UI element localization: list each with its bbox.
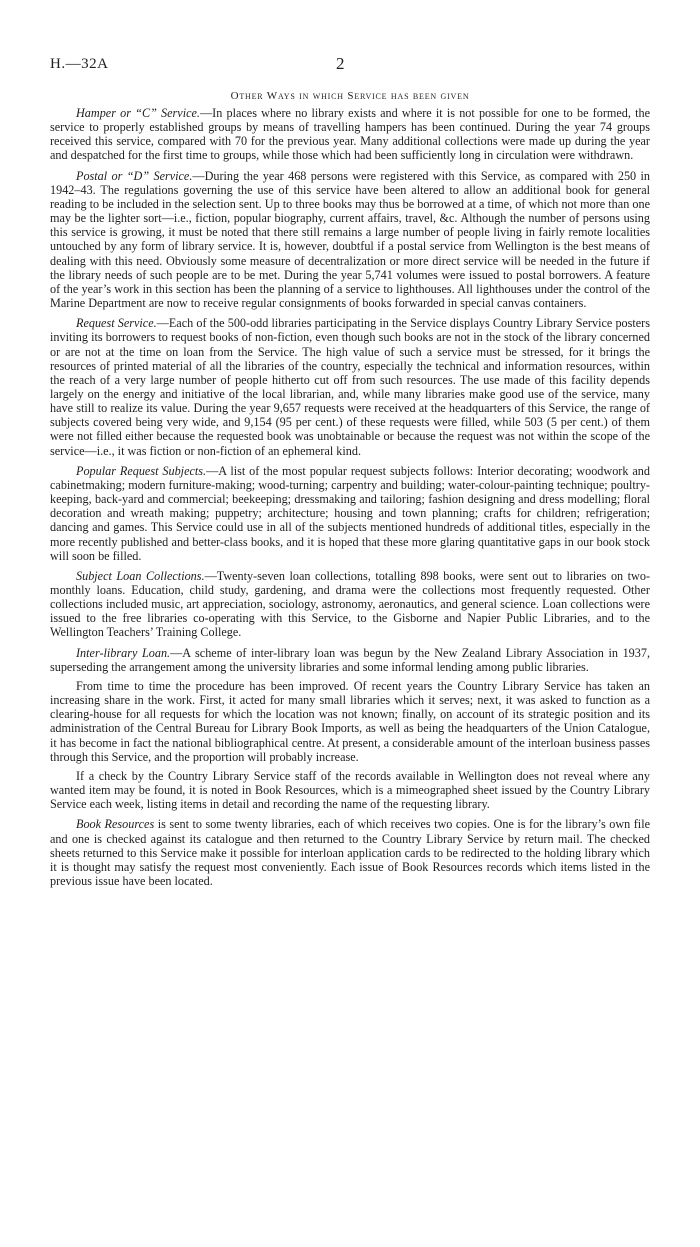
paragraph-procedure: [50, 679, 650, 764]
document-reference: H.—32A: [50, 56, 109, 72]
paragraph-book-resources: [50, 817, 650, 888]
paragraph-inter-library-loan: [50, 646, 650, 674]
paragraph-text: —A scheme of inter-library loan was begun by the New Zealand Library Association in 1937, superseding the arrangement among the university libraries and some informal lending among public libraries.: [50, 645, 650, 674]
paragraph-lead: Request Service.: [76, 316, 157, 331]
paragraph-subject-loan: [50, 569, 650, 640]
paragraph-lead: Hamper or “C” Service.: [76, 106, 200, 120]
page-number: 2: [336, 54, 345, 73]
paragraph-text: —In places where no library exists and where it is not possible for one to be formed, the service to properly established groups by means of travelling hampers has been continued. During the year 74 groups received this service, compared with 70 for the previous year. Many additional collections were made up during the year and despatched for the first time to groups, while those which had been sufficiently long in circulation were withdrawn.: [50, 106, 651, 163]
paragraph-lead: Book Resources: [76, 817, 155, 832]
paragraph-text: is sent to some twenty libraries, each of which receives two copies. One is for the library’s own file and one is checked against its catalogue and then returned to the Country Library Service by return mail. The checked sheets returned to this Service make it possible for interloan application cards to be redirected to the holding library which it is thought may satisfy the request most conveniently. Each issue of Book Resources records which items listed in the previous issue have been located.: [50, 817, 650, 888]
paragraph-text: —During the year 468 persons were registered with this Service, as compared with 250 in 1942–43. The regulations governing the use of this service have been altered to allow an additional book for general reading to be included in the selection sent. Up to three books may thus be borrowed at a time, of which not more than one may be the lighter sort—i.e., fiction, popular biography, current affairs, travel, &c. Although the number of persons using this service is growing, it must be noted that there still remains a large number of people living in fairly remote localities untouched by any form of library service. It is, however, doubtful if a postal service from Wellington is the best means of dealing with this need. Obviously some measure of decentralization or more direct service will be needed in the future if the library needs of such people are to be met. During the year 5,741 volumes were issued to postal borrowers. A feature of the year’s work in this section has been the planning of a service to lighthouses. All lighthouses under the control of the Marine Department are now to receive regular consignments of books forwarded in special canvas containers.: [50, 168, 650, 311]
paragraph-text: —Each of the 500-odd libraries participating in the Service displays Country Library Service posters inviting its borrowers to request books of non-fiction, even though such books are not in the stock of the library concerned or are not at the time on loan from the Service. The high value of such a service must be stressed, for it brings the resources of printed material of all the libraries of the country, especially the technical and information resources, within the reach of a very large number of people hitherto cut off from such resources. The use made of this facility depends largely on the energy and initiative of the local librarian, and, while many libraries make good use of the service, many have still to realize its value. During the year 9,657 requests were received at the headquarters of this Service, the range of subjects covered being very wide, and 9,154 (95 per cent.) of these requests were filled, while 503 (5 per cent.) of them were not filled either because the requested book was unobtainable or because the request was not within the scope of the service—i.e., it was fiction or non-fiction of an ephemeral kind.: [50, 316, 650, 458]
paragraph-lead: Popular Request Subjects.: [76, 463, 207, 478]
paragraph-request-service: [50, 316, 650, 458]
paragraph-text: —A list of the most popular request subjects follows: Interior decorating; woodwork and cabinetmaking; modern furniture-making; wood-turning; carpentry and building; water-colour-painting technique; poultry-keeping, back-yard and commercial; beekeeping; dressmaking and tailoring; fashion designing and dress modelling; floral decoration and wreath making; puppetry; architecture; housing and town planning; crafts for children; refrigeration; dancing and games. This Service could use in all of the subjects mentioned hundreds of additional titles, especially in the more recently published and better-class books, and it is hoped that these more glaring quantitative gaps in our book stock will soon be filled.: [50, 463, 650, 563]
document-body: [50, 106, 650, 893]
section-title: Other Ways in which Service has been given: [230, 90, 470, 102]
paragraph-text: From time to time the procedure has been improved. Of recent years the Country Library Service has taken an increasing share in the work. First, it acted for many small libraries which it serves; next, it was asked to function as a clearing-house for all requests for which the location was not known; finally, on account of its strategic position and its administration of the Central Bureau for Library Book Imports, as well as being the headquarters of the Union Catalogue, it has become in fact the national bibliographical centre. At present, a considerable amount of the interloan business passes through this Service, and the proportion will probably increase.: [50, 678, 650, 764]
paragraph-text: If a check by the Country Library Service staff of the records available in Wellington does not reveal where any wanted item may be found, it is noted in Book Resources, which is a mimeographed sheet issued by the Country Library Service each week, listing items in detail and recording the name of the requesting library.: [50, 768, 650, 812]
paragraph-lead: Inter-library Loan.: [76, 645, 171, 660]
paragraph-postal-service: [50, 169, 650, 311]
paragraph-hamper-service: [50, 106, 650, 163]
paragraph-check-records: [50, 769, 650, 811]
paragraph-lead: Subject Loan Collections.: [76, 568, 205, 583]
paragraph-popular-subjects: [50, 464, 650, 563]
paragraph-lead: Postal or “D” Service.: [76, 168, 193, 183]
paragraph-text: —Twenty-seven loan collections, totalling 898 books, were sent out to libraries on two-monthly loans. Education, child study, gardening, and drama were the collections most frequently requested. Other collections included music, art appreciation, sociology, astronomy, aeronautics, and general science. Loan collections were issued to the free libraries co-operating with this Service, to the Gisborne and Napier Public Libraries, and to the Wellington Teachers’ Training College.: [50, 568, 650, 640]
